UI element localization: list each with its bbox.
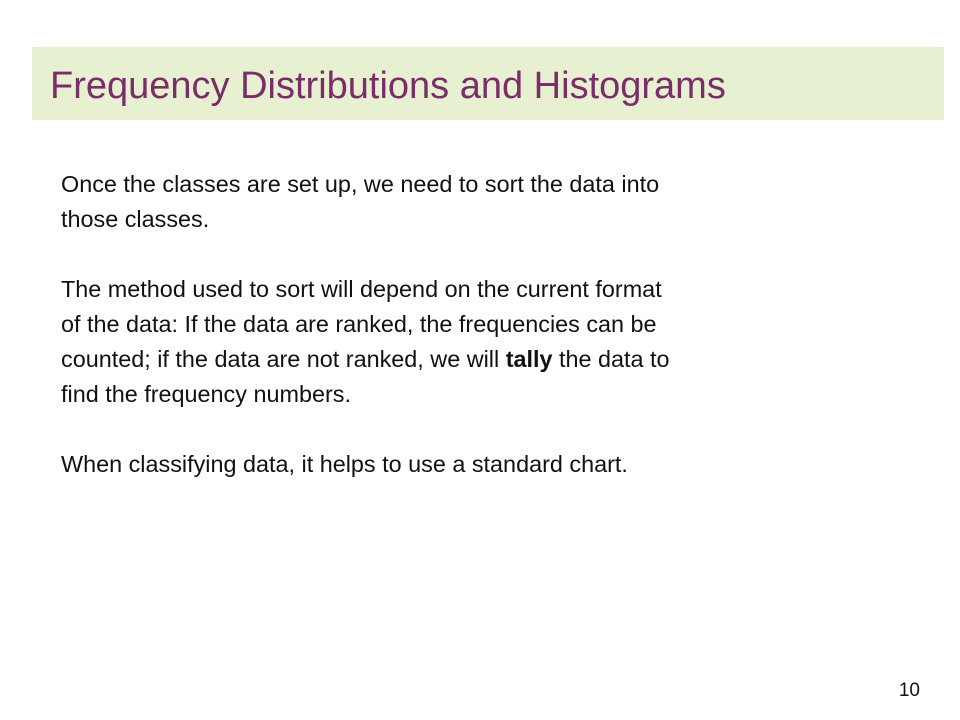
tally-term: tally: [505, 346, 553, 372]
paragraph-sort-method: [61, 272, 901, 412]
paragraph-standard-chart: When classifying data, it helps to use a standard chart.: [61, 451, 628, 477]
paragraph-classes-setup: Once the classes are set up, we need to sort the data into those classes.: [61, 171, 660, 232]
page-number: 10: [898, 680, 920, 701]
slide-body: [61, 167, 901, 482]
sort-method-text-start: The method used to sort will depend on the current format of the data: If the data are ranked, the frequencies can be counted; if the data are not ranked, we will: [61, 276, 662, 372]
sort-method-text-end: the data to find the frequency numbers.: [61, 346, 670, 407]
slide-title: Frequency Distributions and Histograms: [50, 65, 726, 107]
